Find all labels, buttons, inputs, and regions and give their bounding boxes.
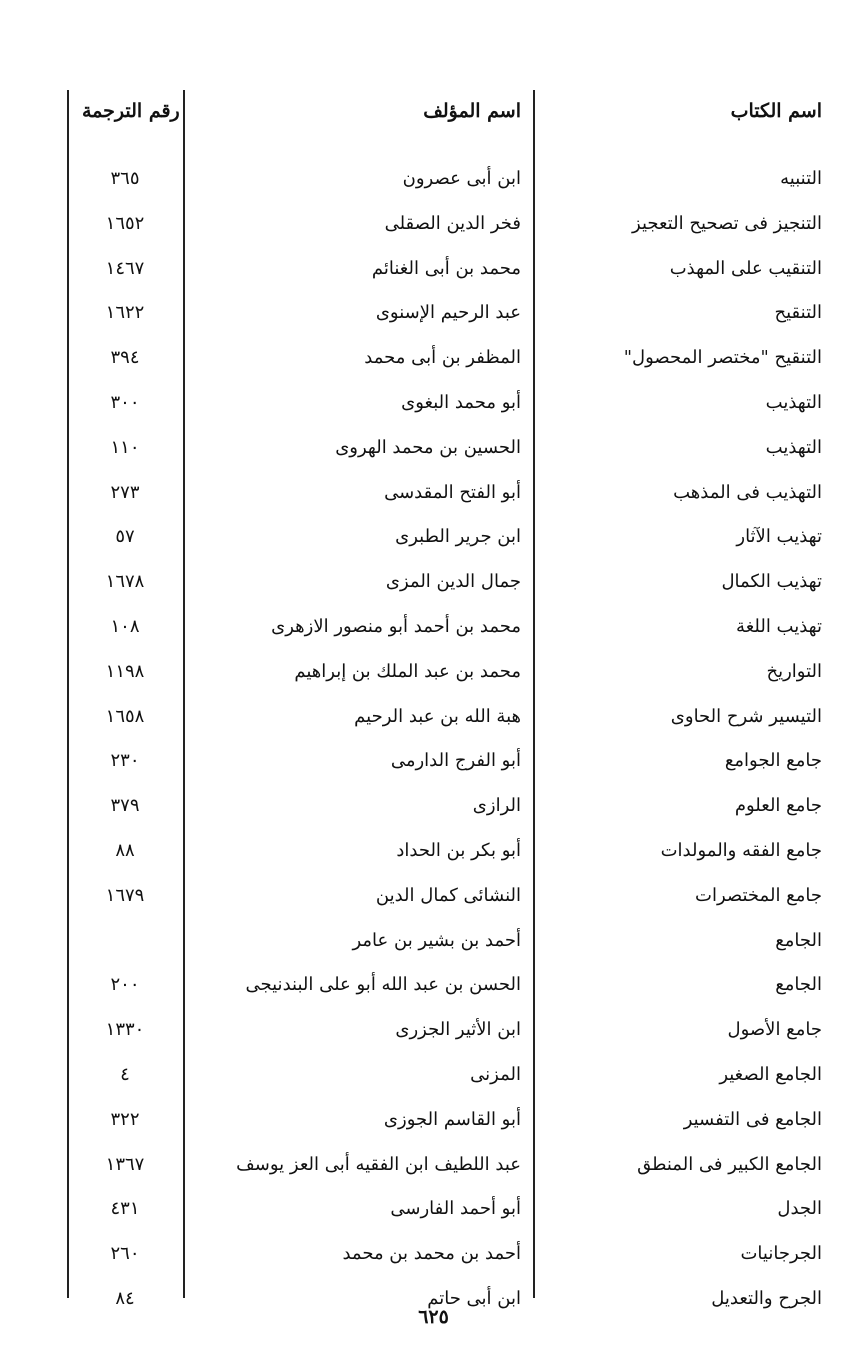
book-title: الجامع الصغير (719, 1063, 822, 1085)
book-title: تهذيب اللغة (736, 615, 822, 637)
table-row (0, 1101, 867, 1146)
table-row (0, 742, 867, 787)
author-name: ابن جرير الطبرى (395, 526, 521, 548)
table-row (0, 832, 867, 877)
author-name: جمال الدين المزى (385, 571, 521, 593)
table-row (0, 1146, 867, 1191)
book-title: التهذيب فى المذهب (673, 481, 822, 503)
biography-number: ٥٧ (115, 526, 135, 548)
biography-number: ١١٩٨ (105, 660, 145, 682)
table-row (0, 653, 867, 698)
table-row (0, 474, 867, 519)
table-row (0, 250, 867, 295)
biography-number: ٣٩٤ (110, 347, 140, 369)
table-row (0, 205, 867, 250)
author-name: أبو الفتح المقدسى (384, 481, 521, 503)
book-title: تهذيب الآثار (736, 526, 822, 548)
author-name: النشائى كمال الدين (375, 884, 521, 906)
biography-number: ١٦٢٢ (105, 302, 145, 324)
biography-number: ١٤٦٧ (105, 257, 145, 279)
index-table (0, 160, 867, 1325)
author-name: أبو الفرج الدارمى (390, 750, 521, 772)
table-row (0, 1235, 867, 1280)
biography-number: ١٦٥٨ (105, 705, 145, 727)
table-row (0, 698, 867, 743)
author-name: عبد الرحيم الإسنوى (375, 302, 521, 324)
book-title: التنقيح (774, 302, 822, 324)
biography-number: ٨٤ (115, 1287, 135, 1309)
author-name: ابن الأثير الجزرى (395, 1019, 521, 1041)
table-row (0, 563, 867, 608)
biography-number: ٣٦٥ (110, 168, 140, 189)
table-row (0, 787, 867, 832)
author-name: المزنى (470, 1063, 521, 1085)
book-title: جامع المختصرات (695, 884, 822, 906)
author-name: أبو محمد البغوى (401, 391, 521, 413)
biography-number: ٣٠٠ (110, 391, 140, 413)
biography-number: ١٠٨ (110, 615, 140, 637)
author-name: ابن أبى عصرون (402, 168, 521, 189)
book-title: الجامع فى التفسير (683, 1108, 822, 1130)
table-row (0, 966, 867, 1011)
author-name: عبد اللطيف ابن الفقيه أبى العز يوسف (236, 1153, 521, 1175)
table-row (0, 384, 867, 429)
author-name: أحمد بن محمد بن محمد (342, 1243, 521, 1265)
biography-number: ١٦٥٢ (105, 212, 145, 234)
book-title: الجرح والتعديل (711, 1287, 822, 1309)
book-title: الجرجانيات (740, 1243, 822, 1265)
biography-number: ٣٢٢ (110, 1108, 140, 1130)
biography-number: ٢٣٠ (110, 750, 140, 772)
book-title: جامع الفقه والمولدات (660, 839, 822, 861)
table-row (0, 429, 867, 474)
author-name: فخر الدين الصقلى (384, 212, 521, 234)
book-title: التهذيب (765, 391, 822, 413)
author-name: الحسين بن محمد الهروى (335, 436, 521, 458)
book-title: جامع الأصول (727, 1019, 822, 1041)
book-title: التنجيز فى تصحيح التعجيز (632, 212, 822, 234)
biography-number: ١١٠ (110, 436, 140, 458)
table-row (0, 608, 867, 653)
biography-number: ١٦٧٩ (105, 884, 145, 906)
table-row (0, 1056, 867, 1101)
biography-number: ١٦٧٨ (105, 571, 145, 593)
biography-number: ٤٣١ (110, 1198, 140, 1220)
book-title: التنقيب على المهذب (669, 257, 822, 279)
biography-number: ٨٨ (115, 839, 135, 861)
biography-number: ٤ (120, 1063, 130, 1085)
book-title: الجامع الكبير فى المنطق (637, 1153, 822, 1175)
table-row (0, 922, 867, 967)
book-title: الجامع (775, 974, 822, 996)
book-title: الجامع (775, 929, 822, 951)
book-title: جامع الجوامع (724, 750, 822, 772)
book-title: تهذيب الكمال (721, 571, 822, 593)
book-title: التنبيه (780, 168, 822, 189)
author-name: أبو أحمد الفارسى (390, 1198, 521, 1220)
table-row (0, 294, 867, 339)
author-name: الرازى (472, 795, 521, 817)
table-row (0, 518, 867, 563)
book-title: جامع العلوم (734, 795, 822, 817)
biography-number: ٢٧٣ (110, 481, 140, 503)
biography-number: ٢٦٠ (110, 1243, 140, 1265)
table-row (0, 160, 867, 205)
author-name: الحسن بن عبد الله أبو على البندنيجى (245, 974, 521, 996)
table-row (0, 339, 867, 384)
author-name: أحمد بن بشير بن عامر (352, 929, 521, 951)
header-book-name: اسم الكتاب (730, 100, 822, 122)
header-author-name: اسم المؤلف (423, 100, 521, 122)
table-row (0, 1011, 867, 1056)
biography-number: ٢٠٠ (110, 974, 140, 996)
book-title: التنقيح "مختصر المحصول" (623, 347, 822, 369)
author-name: المظفر بن أبى محمد (364, 347, 521, 369)
author-name: أبو القاسم الجوزى (383, 1108, 521, 1130)
author-name: محمد بن عبد الملك بن إبراهيم (294, 660, 521, 682)
header-biography-number: رقم الترجمة (82, 100, 180, 122)
biography-number: ٣٧٩ (110, 795, 140, 817)
table-row (0, 877, 867, 922)
book-title: الجدل (777, 1198, 822, 1220)
author-name: هبة الله بن عبد الرحيم (354, 705, 521, 727)
author-name: ابن أبى حاتم (427, 1287, 521, 1309)
book-title: التواريخ (766, 660, 822, 682)
book-title: التيسير شرح الحاوى (670, 705, 822, 727)
biography-number: ١٣٦٧ (105, 1153, 145, 1175)
biography-number: ١٣٣٠ (105, 1019, 145, 1041)
book-title: التهذيب (765, 436, 822, 458)
author-name: محمد بن أحمد أبو منصور الازهرى (271, 615, 521, 637)
author-name: أبو بكر بن الحداد (396, 839, 521, 861)
page-number: ٦٢٥ (418, 1306, 449, 1328)
table-row (0, 1190, 867, 1235)
author-name: محمد بن أبى الغنائم (371, 257, 521, 279)
